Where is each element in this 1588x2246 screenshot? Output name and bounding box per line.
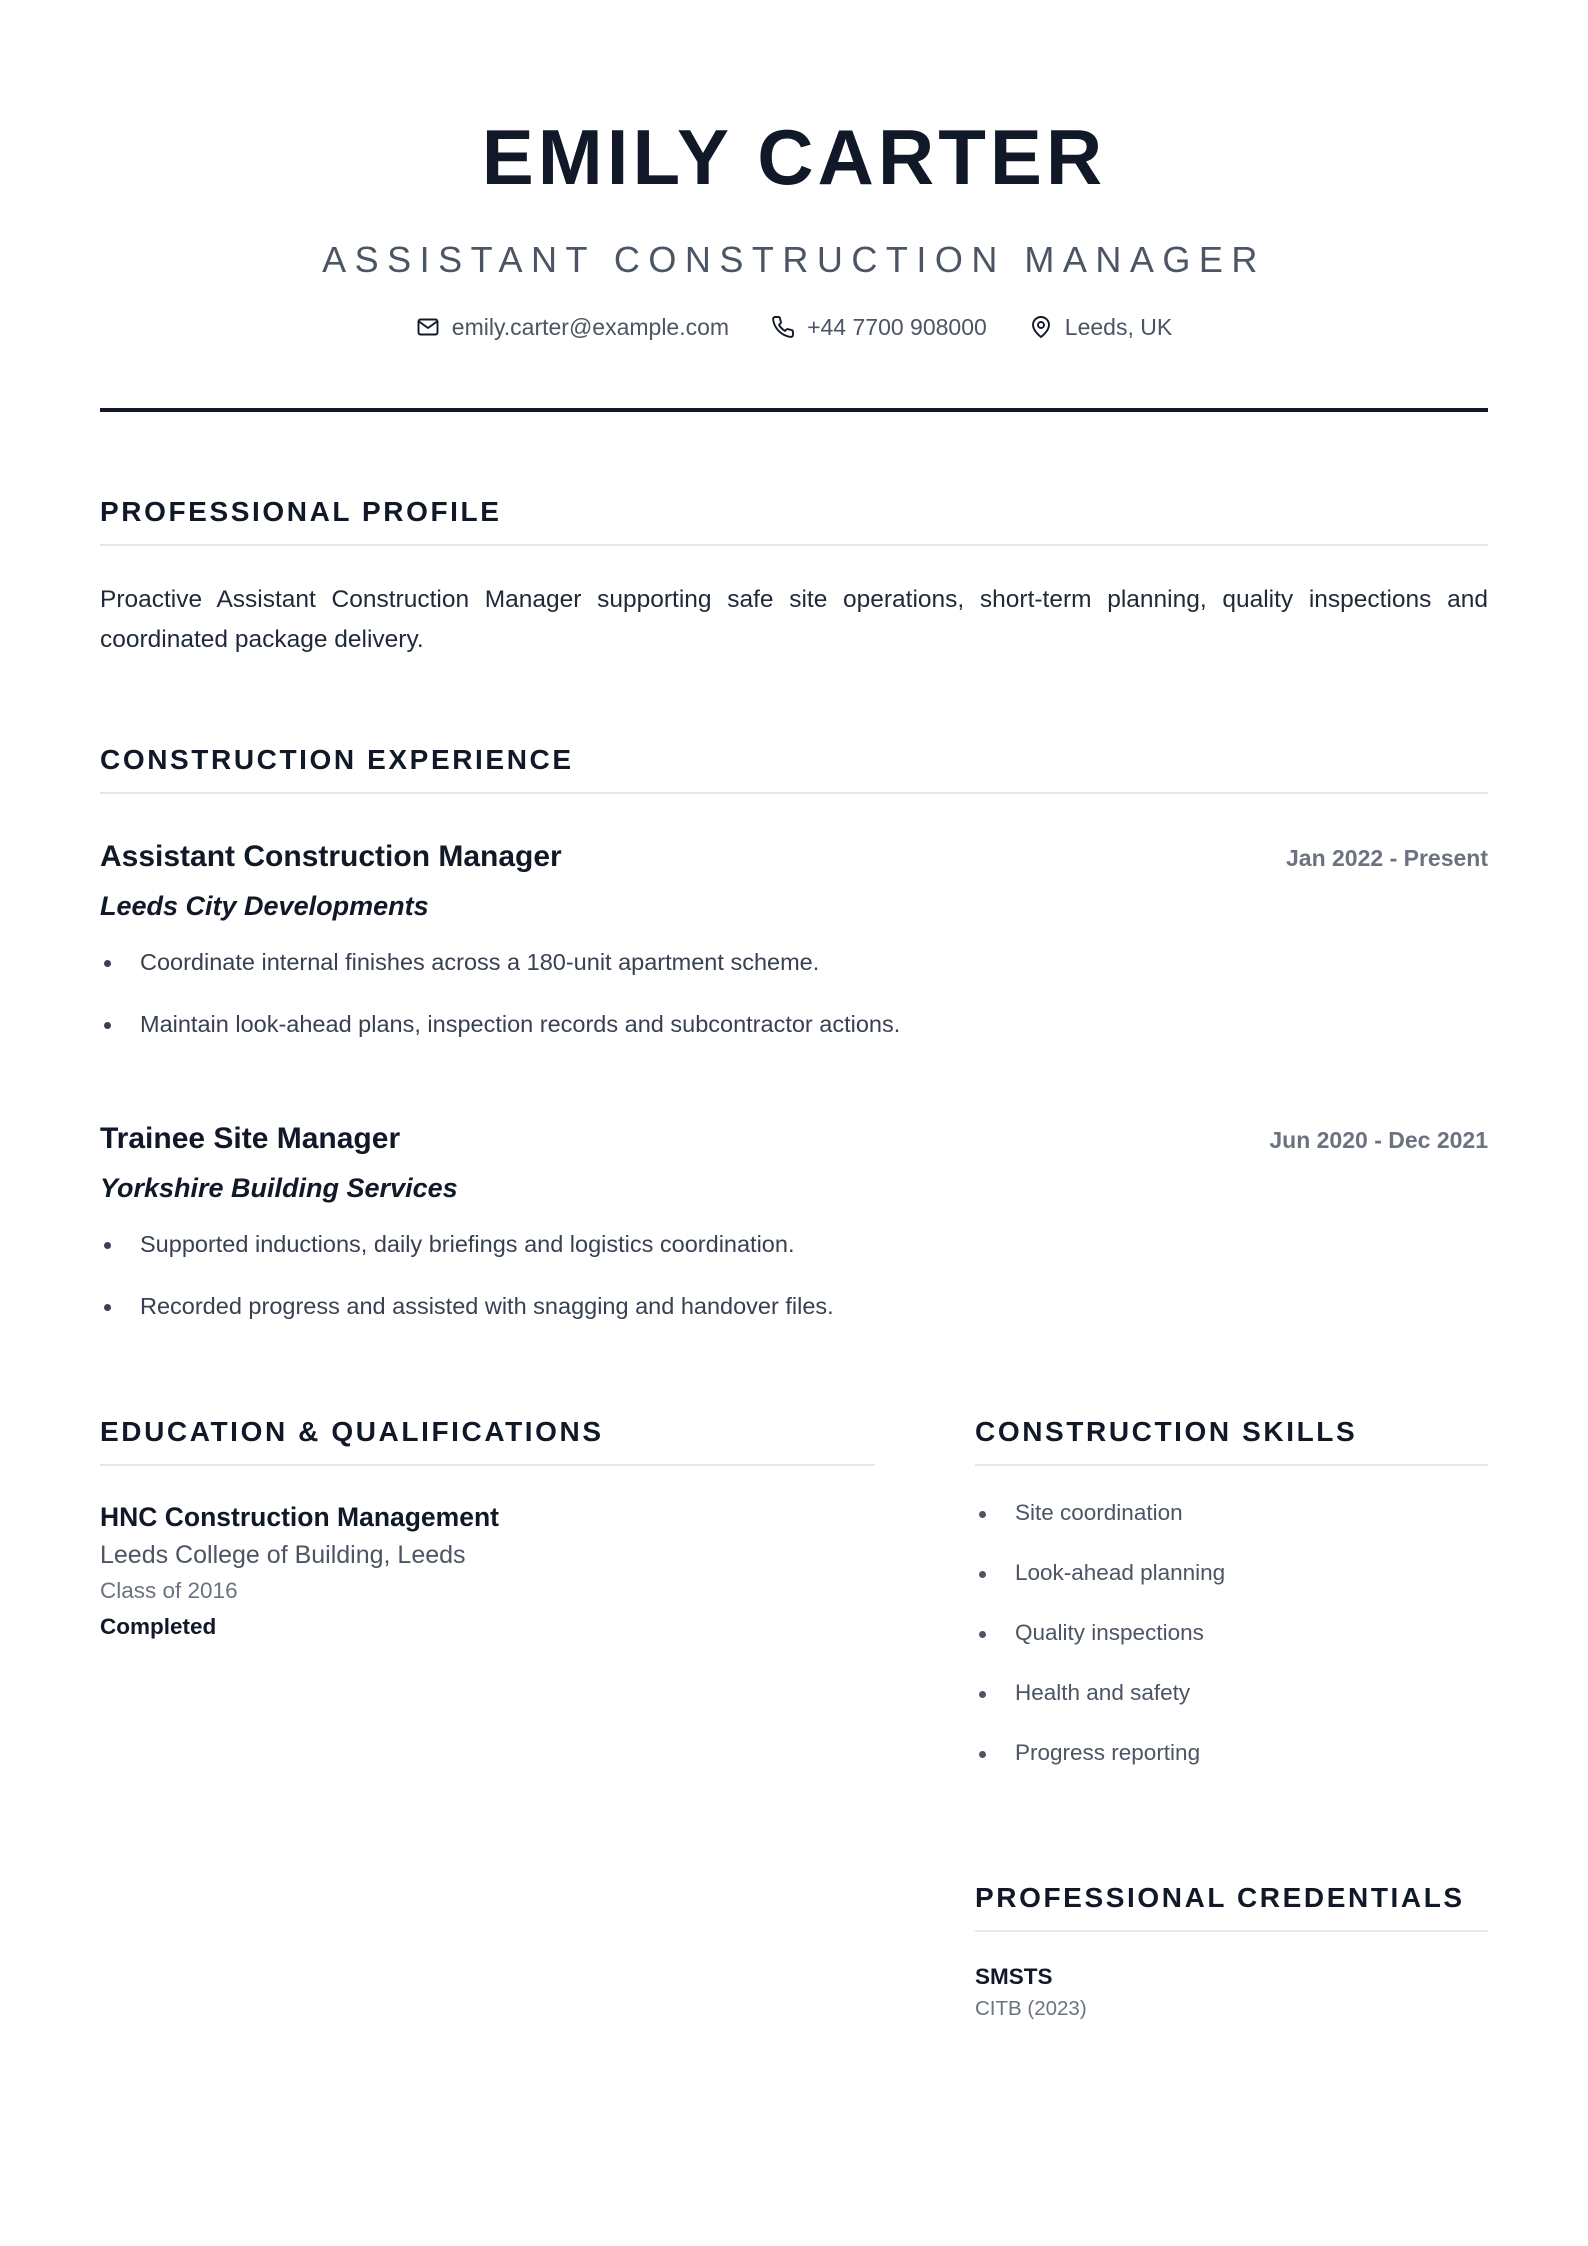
candidate-name: EMILY CARTER [481, 113, 1107, 201]
job-bullets [100, 1228, 1488, 1322]
two-column-area [100, 1414, 1488, 2023]
skills-section [975, 1414, 1488, 1768]
job-bullet: Maintain look-ahead plans, inspection records and subcontractor actions. [100, 1008, 1488, 1040]
skill-item: Health and safety [975, 1678, 1488, 1708]
profile-text: Proactive Assistant Construction Manager supporting safe site operations, short-term planning, quality inspections and coordinated package delivery. [100, 586, 1488, 653]
skill-item: Quality inspections [975, 1618, 1488, 1648]
job-company: Yorkshire Building Services [100, 1173, 458, 1203]
contact-email[interactable] [416, 312, 729, 342]
job-entry [100, 838, 1488, 1040]
candidate-title: ASSISTANT CONSTRUCTION MANAGER [322, 239, 1266, 280]
mail-icon [416, 315, 440, 339]
education-status: Completed [100, 1614, 217, 1639]
job-company: Leeds City Developments [100, 891, 429, 921]
education-year: Class of 2016 [100, 1578, 238, 1603]
contact-location-text: Leeds, UK [1064, 314, 1173, 340]
job-role: Assistant Construction Manager [100, 840, 562, 873]
resume-header [100, 0, 1488, 412]
job-role: Trainee Site Manager [100, 1122, 401, 1155]
profile-section [100, 494, 1488, 660]
contact-location [1029, 312, 1172, 342]
education-section [100, 1414, 875, 1642]
credentials-section [975, 1880, 1488, 2023]
skill-item: Look-ahead planning [975, 1558, 1488, 1588]
education-degree: HNC Construction Management [100, 1502, 499, 1532]
job-bullet: Recorded progress and assisted with snagging and handover files. [100, 1290, 1488, 1322]
credential-name: SMSTS [975, 1964, 1053, 1989]
section-divider [975, 1930, 1488, 1932]
job-dates: Jan 2022 - Present [1285, 845, 1488, 871]
section-divider [975, 1464, 1488, 1466]
contact-email-text: emily.carter@example.com [451, 314, 730, 340]
section-title: EDUCATION & QUALIFICATIONS [100, 1416, 604, 1447]
section-title: CONSTRUCTION SKILLS [975, 1416, 1358, 1447]
job-bullet: Supported inductions, daily briefings and logistics coordination. [100, 1228, 1488, 1260]
job-dates: Jun 2020 - Dec 2021 [1269, 1127, 1488, 1153]
job-header [100, 1120, 1488, 1158]
section-divider [100, 792, 1488, 794]
left-column [100, 1414, 875, 2023]
credential-issuer: CITB (2023) [975, 1997, 1087, 2020]
skill-item: Progress reporting [975, 1738, 1488, 1768]
right-column [975, 1414, 1488, 2023]
skill-item: Site coordination [975, 1498, 1488, 1528]
section-title: PROFESSIONAL CREDENTIALS [975, 1882, 1465, 1913]
contact-phone-text: +44 7700 908000 [807, 314, 987, 340]
experience-section [100, 742, 1488, 1322]
phone-icon [771, 315, 795, 339]
job-header [100, 838, 1488, 876]
contact-phone[interactable] [771, 312, 987, 342]
job-bullet: Coordinate internal finishes across a 180-unit apartment scheme. [100, 946, 1488, 978]
job-entry [100, 1120, 1488, 1322]
section-title: PROFESSIONAL PROFILE [100, 496, 502, 527]
section-divider [100, 544, 1488, 546]
education-school: Leeds College of Building, Leeds [100, 1541, 466, 1569]
section-title: CONSTRUCTION EXPERIENCE [100, 744, 574, 775]
header-divider [100, 408, 1488, 412]
section-divider [100, 1464, 875, 1466]
map-pin-icon [1029, 315, 1053, 339]
skills-list [975, 1498, 1488, 1768]
job-bullets [100, 946, 1488, 1040]
contact-row [100, 312, 1488, 342]
